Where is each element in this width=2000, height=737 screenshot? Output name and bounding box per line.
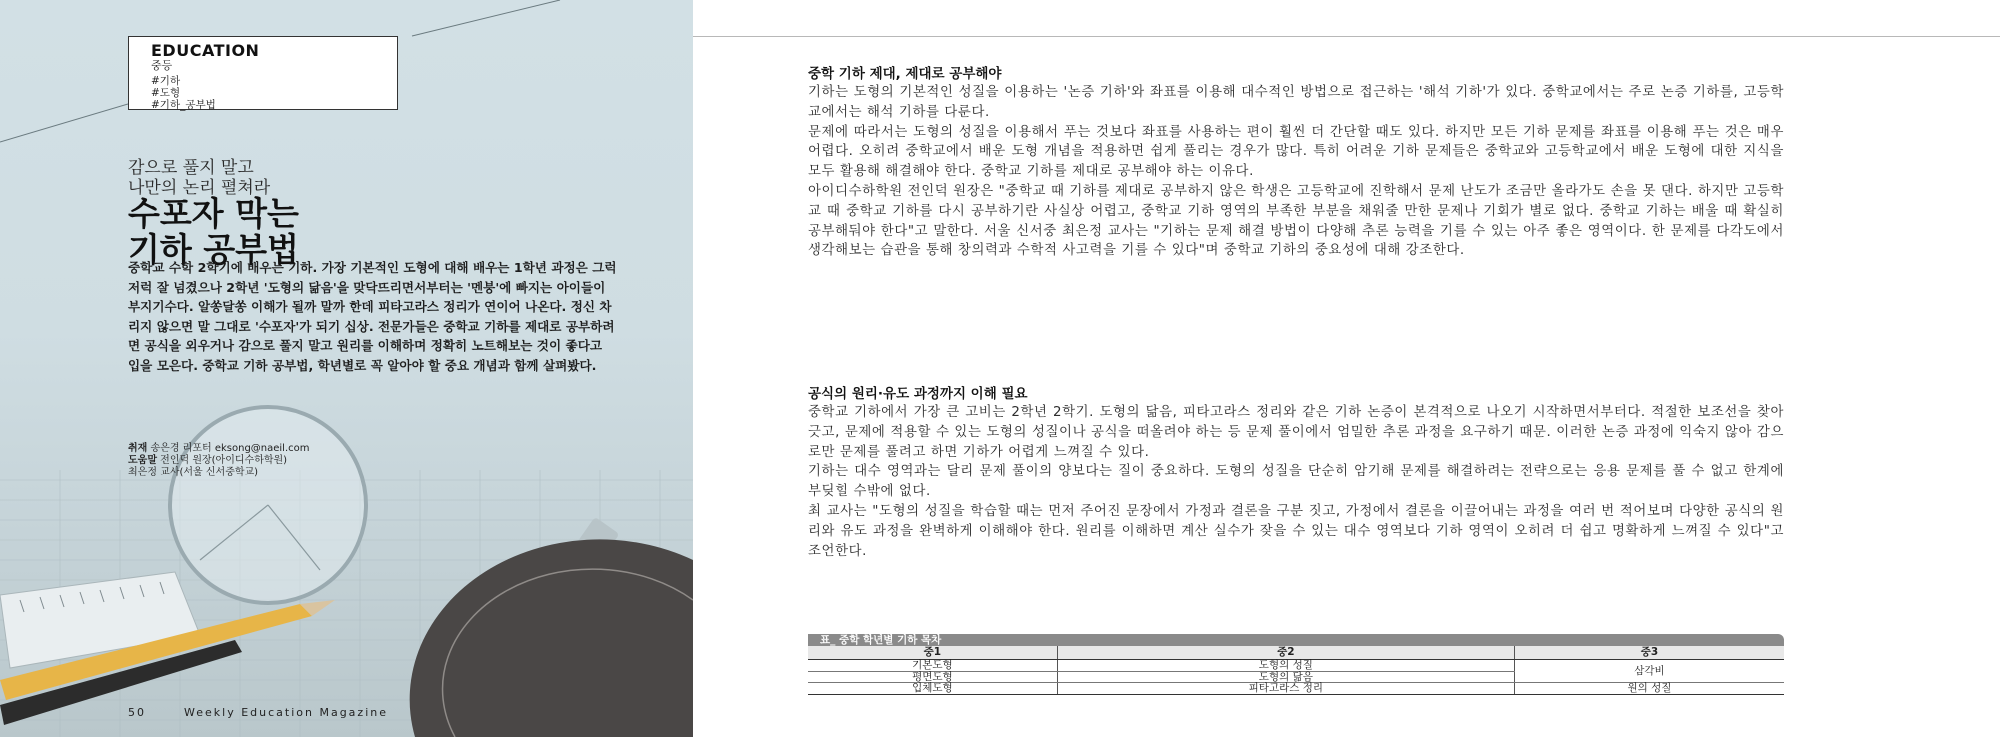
kicker (128, 158, 270, 198)
table-row (808, 660, 1784, 672)
page-folio (128, 706, 426, 719)
paragraph: 중학교 기하에서 가장 큰 고비는 2학년 2학기. 도형의 닮음, 피타고라스 정리와 같은 기하 논증이 본격적으로 나오기 시작하면서부터다. 적절한 보조선을 찾아 긋고, 문제에 적용할 수 있는 도형의 성질이나 공식을 떠올려야 하는 등 문제 풀이에서 엄밀한 추론 과정을 요구하기 때문. 이러한 논증 과정에 익숙지 않아 감으로만 문제를 풀려고 하면 기하가 어렵게 느껴질 수 있다. (808, 405, 1784, 460)
credits (128, 443, 310, 479)
tag: #기하 (151, 75, 181, 87)
magazine-name: Weekly Education Magazine (184, 706, 388, 719)
tag: #기하_공부법 (151, 99, 216, 111)
curriculum-table (808, 634, 1784, 695)
table-row (808, 683, 1784, 695)
section-title: 공식의 원리·유도 과정까지 이해 필요 (808, 386, 1028, 402)
section-label: EDUCATION (151, 41, 260, 60)
credit-label: 취재 (128, 443, 148, 454)
credit-line (128, 467, 310, 479)
paragraph: 아이디수하학원 전인덕 원장은 "중학교 때 기하를 제대로 공부하지 않은 학생은 고등학교에 진학해서 문제 난도가 조금만 올라가도 손을 못 댄다. 하지만 고등학교 때 중학교 기하를 다시 공부하기란 사실상 어렵고, 중학교 기하 영역의 부족한 부분을 채워줄 만한 문제나 기회가 별로 없다. 중학교 기하는 배울 때 확실히 공부해둬야 한다"고 말한다. 서울 신서중 최은정 교사는 "기하는 문제 해결 방법이 다양해 추론 능력을 기를 수 있는 아주 좋은 영역이다. 한 문제를 다각도에서 생각해보는 습관을 통해 창의력과 수학적 사고력을 기를 수 있다"며 중학교 기하의 중요성에 대해 강조한다. (808, 183, 1784, 259)
headline-line: 기하 공부법 (128, 230, 299, 269)
headline-line: 수포자 막는 (128, 194, 299, 233)
table-cell: 도형의 닮음 (1057, 671, 1514, 683)
section-sublabel: 중등 (151, 59, 173, 72)
table-cell: 원의 성질 (1514, 683, 1784, 695)
table-header: 중3 (1514, 646, 1784, 660)
page-number: 50 (128, 706, 146, 719)
paragraph: 기하는 대수 영역과는 달리 문제 풀이의 양보다는 질이 중요하다. 도형의 성질을 단순히 암기해 문제를 해결하려는 전략으로는 응용 문제를 풀 수 없고 한계에 부딪힐 수밖에 없다. (808, 464, 1784, 500)
credit-label: 도움말 (128, 455, 157, 466)
table-cell: 피타고라스 정리 (1057, 683, 1514, 695)
credit-text: 송은경 리포터 eksong@naeil.com (150, 443, 310, 454)
table-header: 중1 (808, 646, 1057, 660)
kicker-line: 나만의 논리 펼쳐라 (128, 178, 271, 198)
table-header: 중2 (1057, 646, 1514, 660)
top-rule (693, 36, 2000, 37)
credit-line (128, 443, 310, 455)
lead-paragraph: 중학교 수학 2학기에 배우는 기하. 가장 기본적인 도형에 대해 배우는 1학년 과정은 그럭저럭 잘 넘겼으나 2학년 '도형의 닮음'을 맞닥뜨리면서부터는 '멘붕'에 빠지는 아이들이 부지기수다. 알쏭달쏭 이해가 될까 말까 한데 피타고라스 정리가 연이어 나온다. 정신 차리지 않으면 말 그대로 '수포자'가 되기 십상. 전문가들은 중학교 기하를 제대로 공부하려면 공식을 외우거나 감으로 풀지 말고 원리를 이해하며 정확히 노트해보는 것이 좋다고 입을 모은다. 중학교 기하 공부법, 학년별로 꼭 알아야 할 중요 개념과 함께 살펴봤다. (128, 260, 617, 373)
credit-text: 전인덕 원장(아이디수하학원) (160, 455, 288, 466)
credit-line (128, 455, 310, 467)
table-cell: 입체도형 (808, 683, 1057, 695)
paragraph: 기하는 도형의 기본적인 성질을 이용하는 '논증 기하'와 좌표를 이용해 대수적인 방법으로 접근하는 '해석 기하'가 있다. 중학교에서는 주로 논증 기하를, 고등학교에서는 해석 기하를 다룬다. (808, 85, 1784, 120)
kicker-line: 감으로 풀지 말고 (128, 158, 254, 178)
tag: #도형 (151, 87, 181, 99)
cover-photo-panel (0, 0, 693, 737)
article-section-2 (808, 385, 1784, 561)
table-cell: 평면도형 (808, 671, 1057, 683)
credit-text: 최은정 교사(서울 신서중학교) (128, 467, 259, 478)
table-caption: 표_ 중학 학년별 기하 목차 (808, 634, 1784, 646)
table-cell: 삼각비 (1514, 660, 1784, 683)
section-label-box (128, 36, 398, 110)
table-cell: 도형의 성질 (1057, 660, 1514, 672)
section-title: 중학 기하 제대, 제대로 공부해야 (808, 66, 1002, 82)
paragraph: 문제에 따라서는 도형의 성질을 이용해서 푸는 것보다 좌표를 사용하는 편이 훨씬 더 간단할 때도 있다. 하지만 모든 기하 문제를 좌표를 이용해 푸는 것은 매우 어렵다. 오히려 중학교에서 배운 도형 개념을 적용하면 쉽게 풀리는 경우가 많다. 특히 어려운 기하 문제들은 중학교와 고등학교에서 배운 도형에 대한 지식을 모두 활용해 해결해야 한다. 중학교 기하를 제대로 공부해야 하는 이유다. (808, 124, 1784, 180)
article-section-1 (808, 65, 1784, 261)
table-cell: 기본도형 (808, 660, 1057, 672)
paragraph: 최 교사는 "도형의 성질을 학습할 때는 먼저 주어진 문장에서 가정과 결론을 구분 짓고, 가정에서 결론을 이끌어내는 과정을 여러 번 적어보며 다양한 공식의 원리와 유도 과정을 완벽하게 이해해야 한다. 원리를 이해하면 계산 실수가 잦을 수 있는 대수 영역보다 기하 영역이 오히려 더 쉽고 명확하게 느껴질 수 있다"고 조언한다. (808, 503, 1784, 559)
